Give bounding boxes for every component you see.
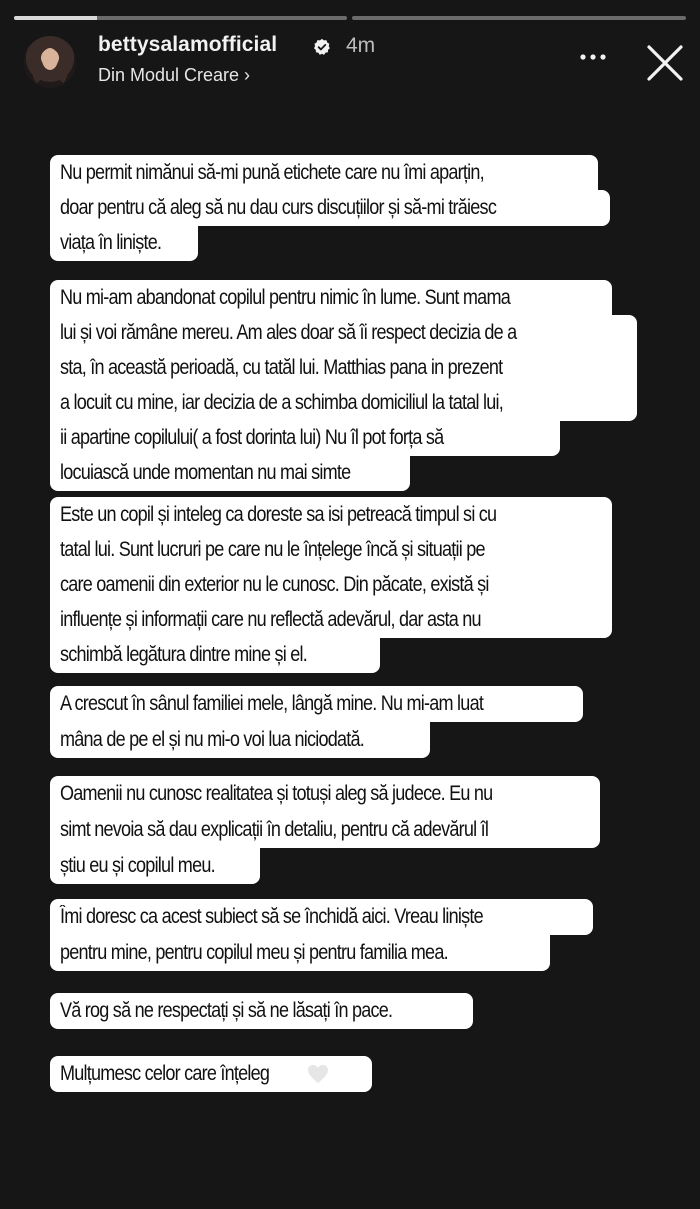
story-text-line	[50, 225, 198, 261]
story-progress-bar-1	[14, 16, 347, 20]
story-text-line	[50, 532, 612, 568]
avatar-face	[42, 48, 58, 70]
story-text: Mulțumesc celor care înțeleg	[60, 1062, 270, 1085]
story-text-line	[50, 637, 380, 673]
created-with-link[interactable]: Din Modul Creare ›	[98, 65, 251, 85]
story-text: tatal lui. Sunt lucruri pe care nu le înțelege încă și situații pe	[60, 538, 485, 561]
story-text-line	[50, 420, 560, 456]
story-text: ii apartine copilului( a fost dorinta lui) Nu îl pot forța să	[60, 426, 444, 449]
story-text: influențe și informații care nu reflectă adevărul, dar asta nu	[60, 608, 481, 631]
story-text-line	[50, 686, 583, 722]
story-text: Oamenii nu cunosc realitatea și totuși aleg să judece. Eu nu	[60, 782, 493, 805]
time-ago: 4m	[346, 34, 376, 57]
story-text: lui și voi rămâne mereu. Am ales doar să îi respect decizia de a	[60, 321, 517, 344]
story-text-line	[50, 190, 610, 226]
story-text: pentru mine, pentru copilul meu și pentru familia mea.	[60, 941, 448, 964]
story-text: a locuit cu mine, iar decizia de a schimba domiciliul la tatal lui,	[60, 391, 504, 414]
story-text: Îmi doresc ca acest subiect să se închidă aici. Vreau liniște	[60, 905, 483, 928]
story-progress-bar-2	[352, 16, 686, 20]
story-text-line	[50, 776, 600, 812]
story-text-line	[50, 899, 593, 935]
story-text: simt nevoia să dau explicații în detaliu, pentru că adevărul îl	[60, 818, 489, 841]
close-icon[interactable]	[646, 44, 684, 82]
story-text-line	[50, 722, 430, 758]
white-heart-icon	[307, 1064, 329, 1084]
story-text: mâna de pe el și nu mi-o voi lua niciodată.	[60, 728, 365, 751]
story-text-line	[50, 385, 637, 421]
story-text: care oamenii din exterior nu le cunosc. Din păcate, există și	[60, 573, 489, 596]
story-text-line	[50, 350, 637, 386]
story-text: viața în liniște.	[60, 231, 162, 254]
story-text: locuiască unde momentan nu mai simte	[60, 461, 351, 484]
story-text: Vă rog să ne respectați și să ne lăsați în pace.	[60, 999, 393, 1022]
verified-badge-icon	[313, 38, 331, 56]
story-text: doar pentru că aleg să nu dau curs discuțiilor și să-mi trăiesc	[60, 196, 497, 219]
story-text-line	[50, 935, 550, 971]
story-text-line	[50, 812, 600, 848]
story-text-line	[50, 315, 637, 351]
more-horizontal-icon[interactable]	[578, 52, 608, 62]
story-text-line	[50, 155, 598, 191]
story-text: schimbă legătura dintre mine și el.	[60, 643, 307, 666]
story-text-line	[50, 280, 612, 316]
story-text-line	[50, 497, 612, 533]
story-text-line	[50, 1056, 372, 1092]
story-text: A crescut în sânul familiei mele, lângă mine. Nu mi-am luat	[60, 692, 484, 715]
story-text-line	[50, 993, 473, 1029]
story-text: Nu mi-am abandonat copilul pentru nimic în lume. Sunt mama	[60, 286, 510, 309]
story-text-line	[50, 602, 612, 638]
story-text: știu eu și copilul meu.	[60, 854, 215, 877]
story-text-line	[50, 455, 410, 491]
story-text-line	[50, 848, 260, 884]
story-text: Este un copil și inteleg ca doreste sa isi petreacă timpul si cu	[60, 503, 497, 526]
story-text: Nu permit nimănui să-mi pună etichete care nu îmi aparțin,	[60, 161, 484, 184]
username[interactable]: bettysalamofficial	[98, 33, 278, 56]
progress-fill	[14, 16, 97, 20]
story-text-line	[50, 567, 612, 603]
story-text: sta, în această perioadă, cu tatăl lui. Matthias pana in prezent	[60, 356, 503, 379]
avatar[interactable]	[24, 36, 76, 88]
